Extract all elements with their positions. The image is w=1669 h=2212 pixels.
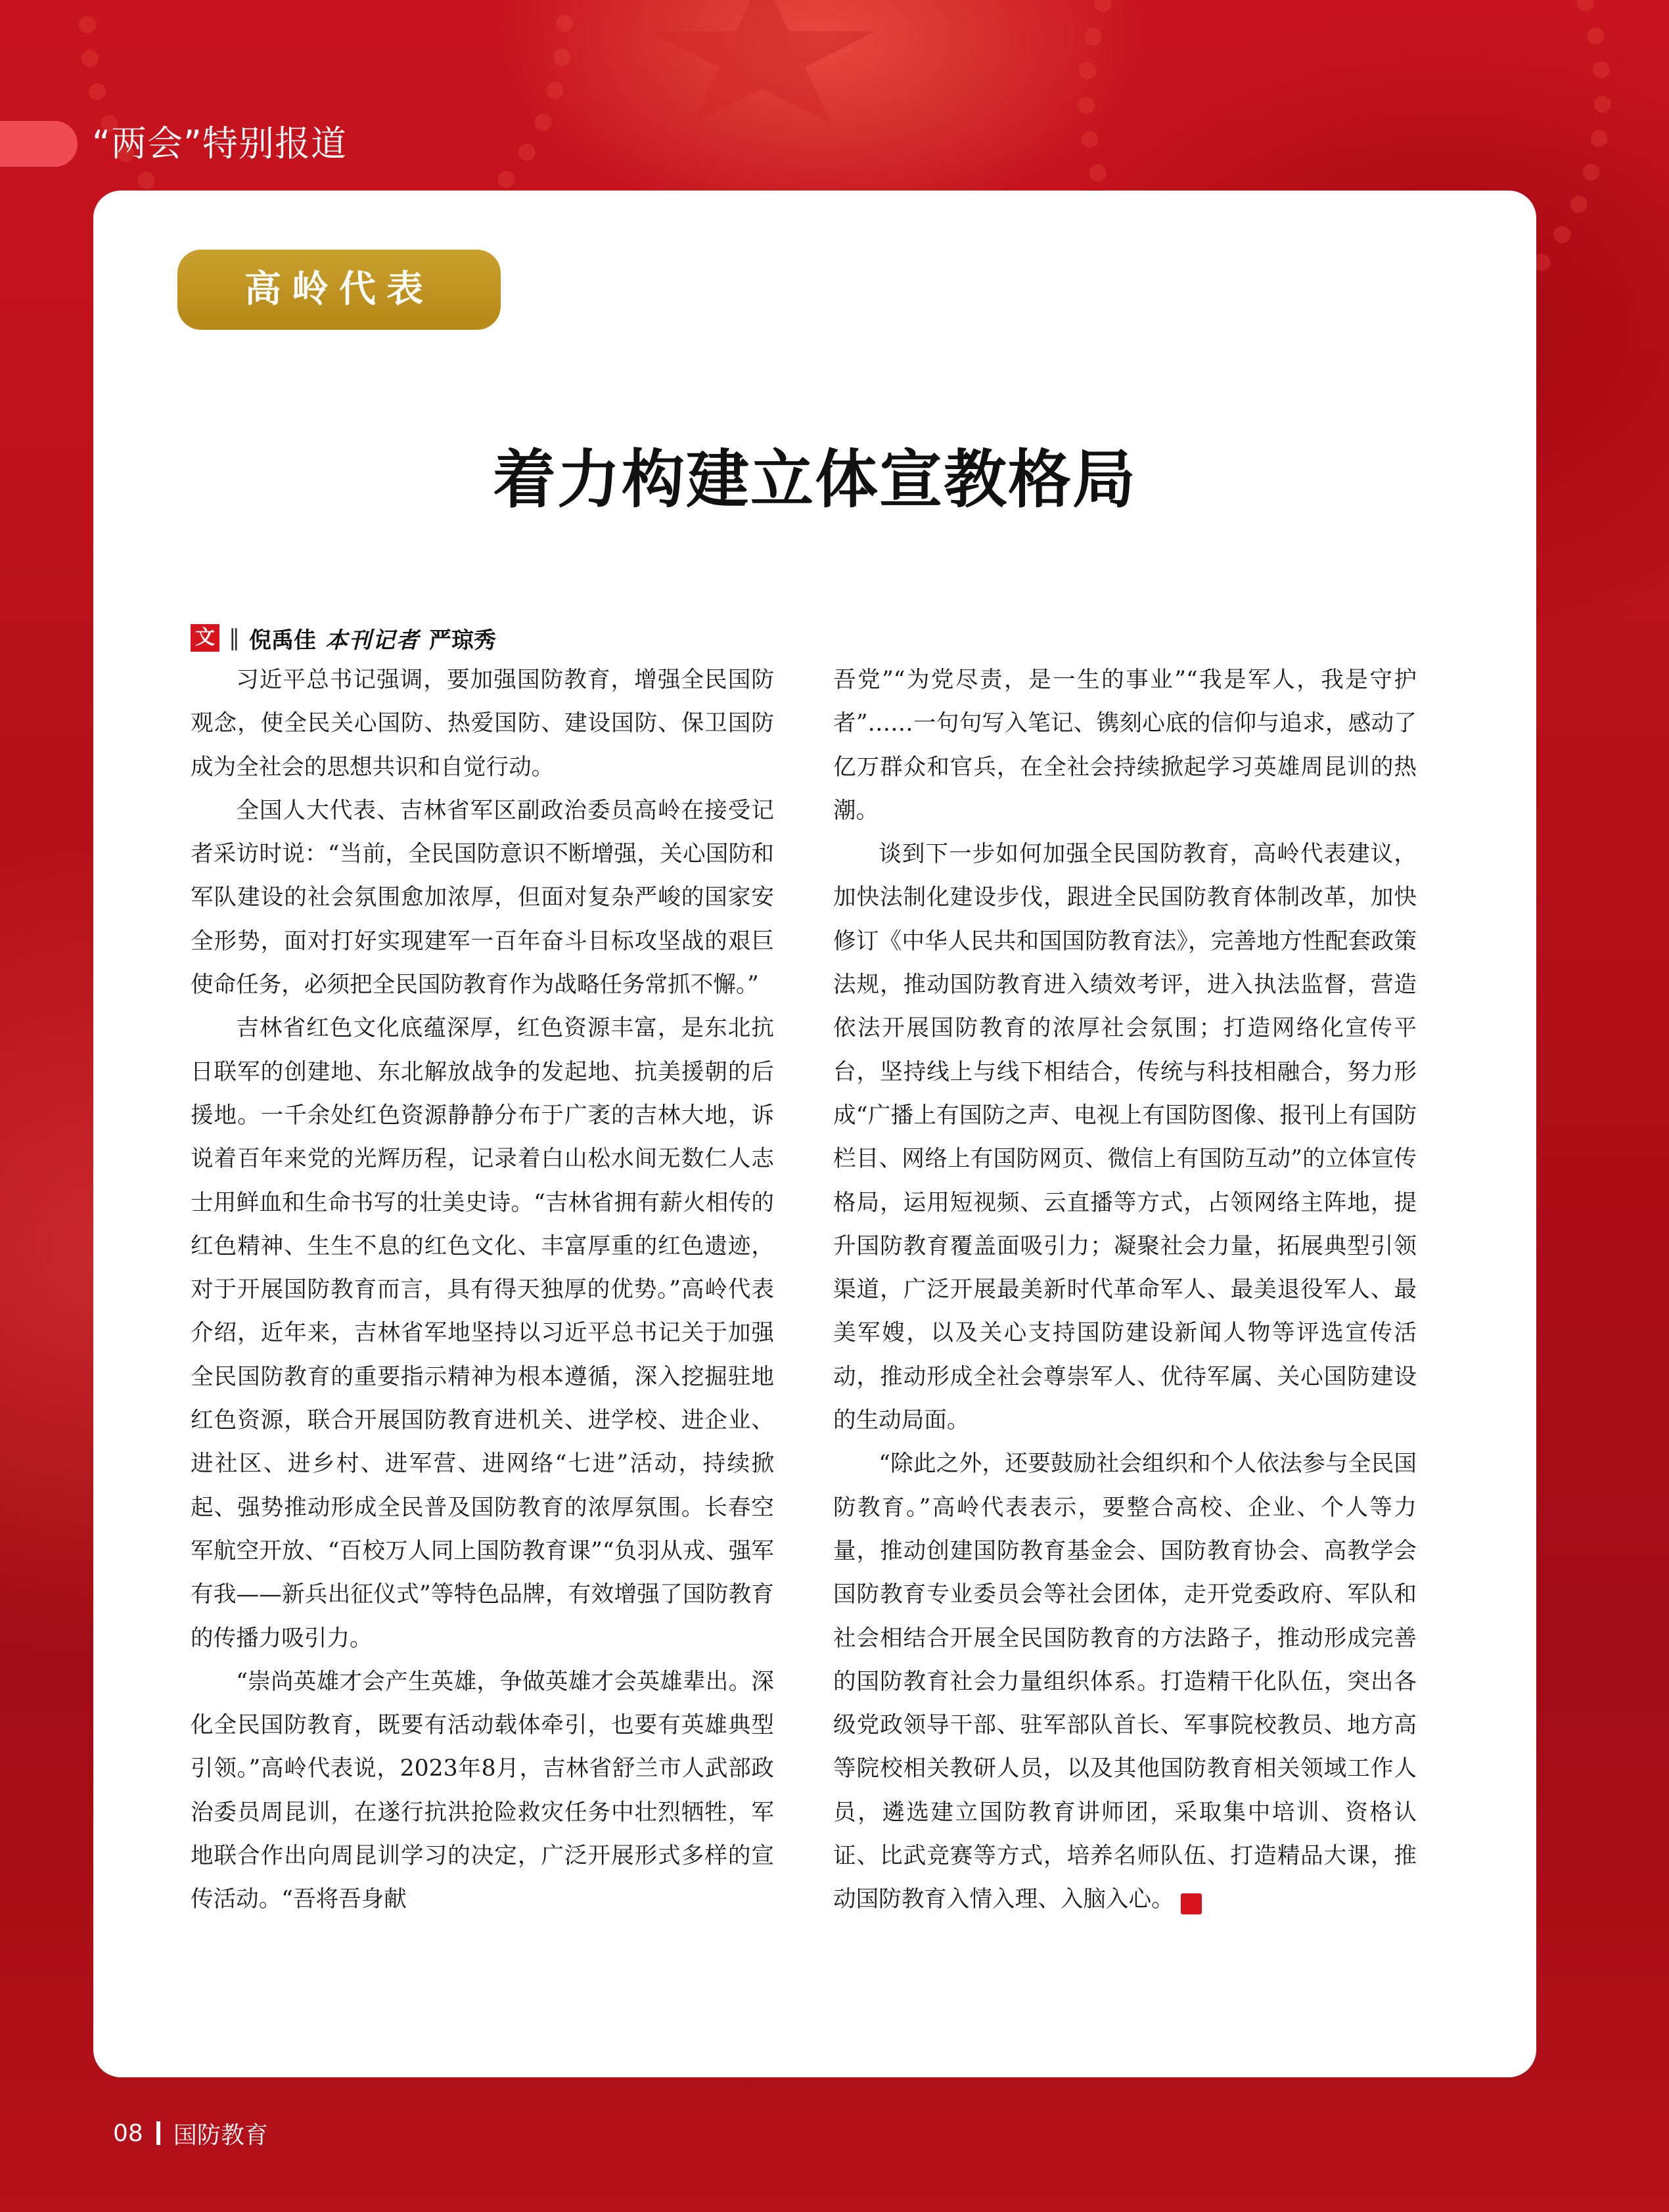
byline-author: 倪禹佳 xyxy=(249,627,316,654)
paragraph: “崇尚英雄才会产生英雄，争做英雄才会英雄辈出。深化全民国防教育，既要有活动载体牵引，也要有英雄典型引领。”高岭代表说，2023年8月，吉林省舒兰市人武部政治委员周昆训，在遂行抗洪抢险救灾任务中壮烈牺牲，军地联合作出向周昆训学习的决定，广泛开展形式多样的宣传活动。“吾将吾身献 xyxy=(191,1668,774,1913)
page-footer xyxy=(113,2117,268,2150)
star-emblem xyxy=(644,0,880,138)
article-title: 着力构建立体宣教格局 xyxy=(493,443,1137,516)
paragraph xyxy=(833,1442,1417,1921)
byline-divider: ‖ xyxy=(229,625,240,651)
byline-icon: 文 xyxy=(191,624,219,652)
byline-reporter: 严琼秀 xyxy=(429,627,496,654)
page-number: 08 xyxy=(113,2119,143,2147)
paragraph: 吉林省红色文化底蕴深厚，红色资源丰富，是东北抗日联军的创建地、东北解放战争的发起地、抗美援朝的后援地。一千余处红色资源静静分布于广袤的吉林大地，诉说着百年来党的光辉历程，记录着白山松水间无数仁人志士用鲜血和生命书写的壮美史诗。“吉林省拥有薪火相传的红色精神、生生不息的红色文化、丰富厚重的红色遗迹，对于开展国防教育而言，具有得天独厚的优势。”高岭代表介绍，近年来，吉林省军地坚持以习近平总书记关于加强全民国防教育的重要指示精神为根本遵循，深入挖掘驻地红色资源，联合开展国防教育进机关、进学校、进企业、进社区、进乡村、进军营、进网络“七进”活动，持续掀起、强势推动形成全民普及国防教育的浓厚氛围。长春空军航空开放、“百校万人同上国防教育课”“负羽从戎、强军有我——新兵出征仪式”等特色品牌，有效增强了国防教育的传播力吸引力。 xyxy=(191,1015,774,1652)
paragraph: 谈到下一步如何加强全民国防教育，高岭代表建议，加快法制化建设步伐，跟进全民国防教育体制改革，加快修订《中华人民共和国国防教育法》，完善地方性配套政策法规，推动国防教育进入绩效考评，进入执法监督，营造依法开展国防教育的浓厚社会氛围；打造网络化宣传平台，坚持线上与线下相结合，传统与科技相融合，努力形成“广播上有国防之声、电视上有国防图像、报刊上有国防栏目、网络上有国防网页、微信上有国防互动”的立体宣传格局，运用短视频、云直播等方式，占领网络主阵地，提升国防教育覆盖面吸引力；凝聚社会力量，拓展典型引领渠道，广泛开展最美新时代革命军人、最美退役军人、最美军嫂，以及关心支持国防建设新闻人物等评选宣传活动，推动形成全社会尊崇军人、优待军属、关心国防建设的生动局面。 xyxy=(833,841,1417,1434)
person-tag: 高岭代表 xyxy=(177,250,501,330)
end-mark-icon: G xyxy=(1181,1893,1202,1914)
paragraph: 习近平总书记强调，要加强国防教育，增强全民国防观念，使全民关心国防、热爱国防、建设国防、保卫国防成为全社会的思想共识和自觉行动。 xyxy=(191,667,774,780)
paragraph: 全国人大代表、吉林省军区副政治委员高岭在接受记者采访时说：“当前，全民国防意识不断增强，关心国防和军队建设的社会氛围愈加浓厚，但面对复杂严峻的国家安全形势，面对打好实现建军一百年奋斗目标攻坚战的艰巨使命任务，必须把全民国防教育作为战略任务常抓不懈。” xyxy=(191,797,774,999)
magazine-name: 国防教育 xyxy=(173,2121,268,2149)
paragraph-text: “除此之外，还要鼓励社会组织和个人依法参与全民国防教育。”高岭代表表示，要整合高校、企业、个人等力量，推动创建国防教育基金会、国防教育协会、高教学会国防教育专业委员会等社会团体，走开党委政府、军队和社会相结合开展全民国防教育的方法路子，推动形成完善的国防教育社会力量组织体系。打造精干化队伍，突出各级党政领导干部、驻军部队首长、军事院校教员、地方高等院校相关教研人员，以及其他国防教育相关领域工作人员，遴选建立国防教育讲师团，采取集中培训、资格认证、比武竞赛等方式，培养名师队伍、打造精品大课，推动国防教育入情入理、入脑入心。 xyxy=(833,1451,1417,1913)
byline-role: 本刊记者 xyxy=(325,627,420,654)
byline xyxy=(191,623,496,653)
article-column-left xyxy=(191,658,774,1922)
section-label: “两会”特别报道 xyxy=(92,123,347,164)
footer-divider xyxy=(156,2121,160,2145)
section-strip xyxy=(0,121,78,167)
article-column-right xyxy=(833,658,1417,1922)
paragraph-continued: 吾党”“为党尽责，是一生的事业”“我是军人，我是守护者”……一句句写入笔记、镌刻心底的信仰与追求，感动了亿万群众和官兵，在全社会持续掀起学习英雄周昆训的热潮。 xyxy=(833,667,1417,824)
